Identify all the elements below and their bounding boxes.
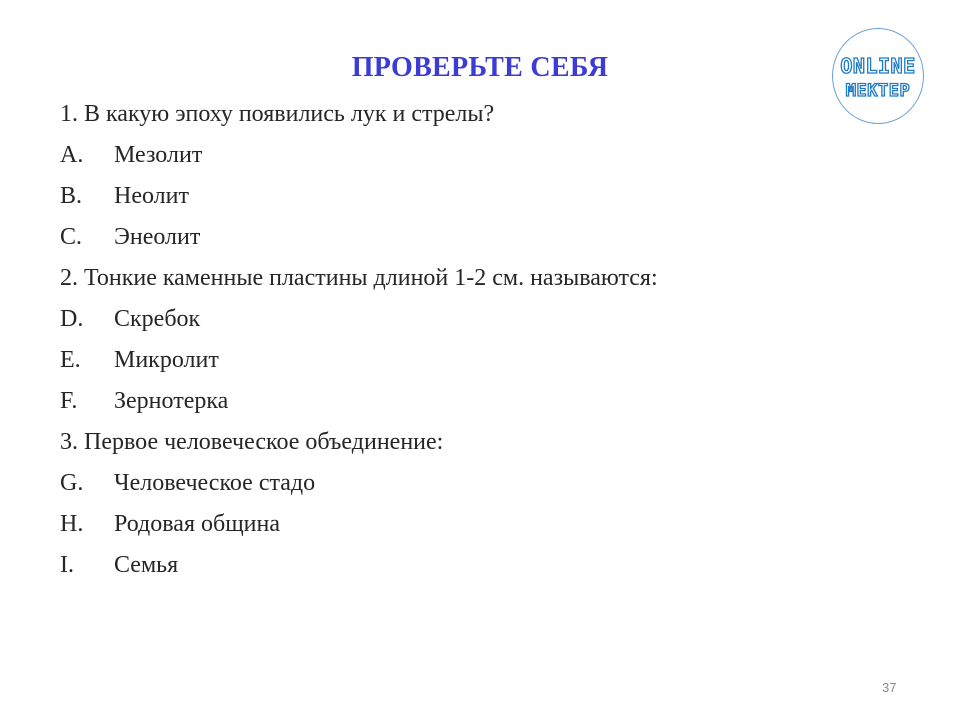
option-text: Микролит — [114, 347, 219, 373]
question-2: 2. Тонкие каменные пластины длиной 1-2 см. называются: — [60, 265, 658, 291]
option-text: Неолит — [114, 183, 189, 209]
answer-option-d — [60, 299, 860, 340]
answer-option-h — [60, 504, 860, 545]
option-marker: I. — [60, 552, 74, 578]
option-text: Родовая община — [114, 511, 281, 537]
page-number: 37 — [882, 680, 897, 695]
option-marker: F. — [60, 388, 78, 414]
slide-title: ПРОВЕРЬТЕ СЕБЯ — [351, 52, 609, 83]
option-marker: C. — [60, 224, 83, 250]
logo-text-mektep: MEKTEP — [845, 81, 911, 101]
question-1: 1. В какую эпоху появились лук и стрелы? — [60, 101, 495, 127]
option-marker: D. — [60, 306, 84, 332]
answer-option-g — [60, 463, 860, 504]
quiz-content — [60, 94, 860, 586]
option-text: Семья — [114, 552, 179, 578]
option-text: Человеческое стадо — [114, 470, 316, 496]
option-text: Зернотерка — [114, 388, 229, 414]
option-text: Мезолит — [114, 142, 203, 168]
logo-text-online: ONLINE — [840, 54, 916, 78]
option-marker: A. — [60, 142, 84, 168]
question-3: 3. Первое человеческое объединение: — [60, 429, 444, 455]
option-marker: B. — [60, 183, 83, 209]
option-text: Энеолит — [114, 224, 201, 250]
answer-option-i — [60, 545, 860, 586]
option-marker: E. — [60, 347, 81, 373]
option-marker: H. — [60, 511, 84, 537]
option-marker: G. — [60, 470, 84, 496]
answer-option-c — [60, 217, 860, 258]
option-text: Скребок — [114, 306, 201, 332]
answer-option-f — [60, 381, 860, 422]
answer-option-b — [60, 176, 860, 217]
answer-option-a — [60, 135, 860, 176]
answer-option-e — [60, 340, 860, 381]
